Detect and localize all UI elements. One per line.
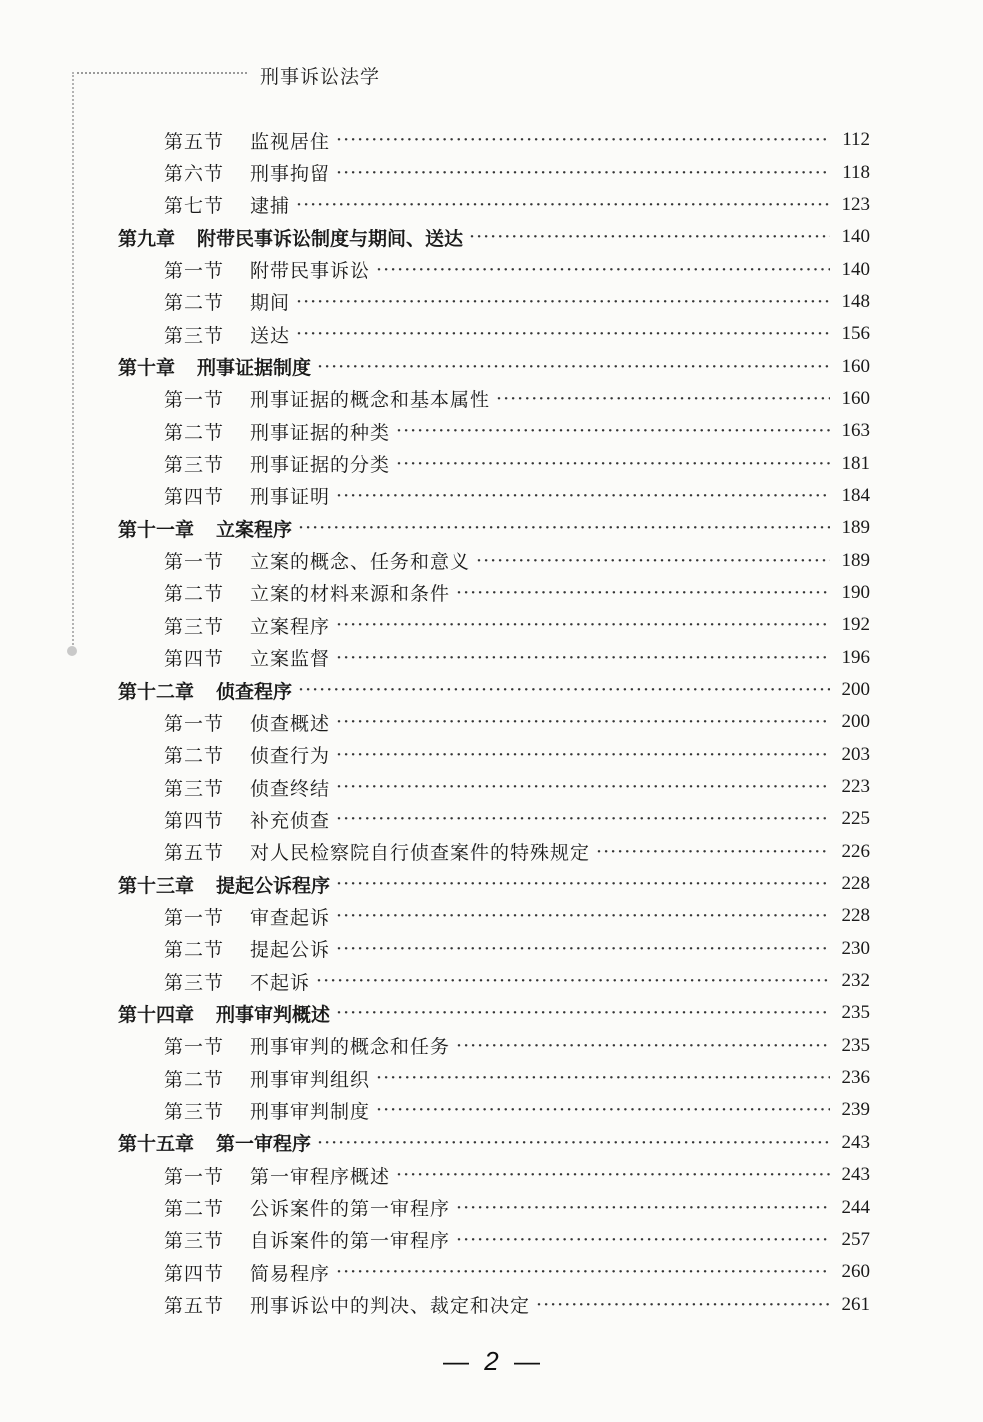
- toc-section-entry: [118, 544, 870, 576]
- toc-entry-page: 235: [841, 1034, 870, 1056]
- toc-entry-number: 第二节: [164, 292, 225, 315]
- toc-leader-dots: [336, 1002, 830, 1024]
- running-head-title: 刑事诉讼法学: [260, 66, 381, 88]
- toc-entry-page: 140: [841, 226, 870, 248]
- toc-entry-page: 160: [841, 355, 870, 377]
- toc-entry-page: 230: [841, 937, 870, 959]
- toc-leader-dots: [456, 1197, 830, 1219]
- toc-entry-number: 第三节: [164, 324, 225, 347]
- toc-entry-number: 第五节: [164, 130, 225, 153]
- toc-entry-number: 第五节: [164, 842, 225, 865]
- toc-entry-page: 123: [841, 193, 870, 215]
- toc-section-entry: [118, 609, 870, 641]
- toc-section-entry: [118, 286, 870, 318]
- toc-leader-dots: [316, 970, 830, 992]
- toc-entry-title: 第一审程序: [216, 1133, 312, 1156]
- toc-leader-dots: [336, 808, 830, 830]
- toc-entry-page: 226: [841, 840, 870, 862]
- toc-entry-page: 184: [841, 484, 870, 506]
- toc-entry-title: 附带民事诉讼制度与期间、送达: [197, 227, 464, 250]
- toc-leader-dots: [376, 1067, 830, 1089]
- toc-leader-dots: [336, 938, 830, 960]
- toc-leader-dots: [336, 744, 830, 766]
- toc-section-entry: [118, 803, 870, 835]
- toc-section-entry: [118, 1256, 870, 1288]
- toc-entry-page: 260: [841, 1261, 870, 1283]
- toc-entry-number: 第七节: [164, 195, 225, 218]
- toc-entry-title: 刑事证据的概念和基本属性: [250, 389, 491, 412]
- toc-chapter-entry: [118, 674, 870, 706]
- toc-entry-page: 200: [841, 679, 870, 701]
- toc-section-entry: [118, 1224, 870, 1256]
- toc-leader-dots: [336, 647, 830, 669]
- toc-entry-number: 第六节: [164, 163, 225, 186]
- toc-entry-page: 225: [841, 808, 870, 830]
- toc-leader-dots: [336, 776, 830, 798]
- toc-entry-title: 侦查程序: [216, 680, 293, 703]
- toc-entry-page: 228: [841, 905, 870, 927]
- toc-leader-dots: [336, 1261, 830, 1283]
- toc-leader-dots: [336, 873, 830, 895]
- toc-entry-title: 刑事证据的种类: [250, 421, 391, 444]
- toc-entry-number: 第三节: [164, 615, 225, 638]
- toc-entry-number: 第二节: [164, 583, 225, 606]
- toc-entry-number: 第二节: [164, 1198, 225, 1221]
- toc-entry-title: 刑事证据的分类: [250, 454, 391, 477]
- toc-section-entry: [118, 318, 870, 350]
- toc-section-entry: [118, 156, 870, 188]
- toc-entry-title: 立案程序: [250, 615, 331, 638]
- toc-leader-dots: [376, 259, 830, 281]
- toc-leader-dots: [298, 679, 830, 701]
- toc-section-entry: [118, 447, 870, 479]
- toc-entry-number: 第四节: [164, 648, 225, 671]
- toc-leader-dots: [296, 323, 830, 345]
- toc-entry-page: 203: [841, 743, 870, 765]
- toc-entry-number: 第三节: [164, 971, 225, 994]
- toc-entry-title: 不起诉: [250, 971, 311, 994]
- toc-section-entry: [118, 480, 870, 512]
- toc-entry-number: 第十三章: [118, 874, 195, 897]
- toc-entry-number: 第十五章: [118, 1133, 195, 1156]
- toc-entry-number: 第三节: [164, 1100, 225, 1123]
- toc-section-entry: [118, 1191, 870, 1223]
- toc-leader-dots: [396, 453, 830, 475]
- toc-entry-number: 第二节: [164, 1068, 225, 1091]
- toc-entry-title: 刑事诉讼中的判决、裁定和决定: [250, 1295, 531, 1318]
- toc-entry-number: 第三节: [164, 777, 225, 800]
- toc-entry-page: 257: [841, 1228, 870, 1250]
- toc-chapter-entry: [118, 868, 870, 900]
- toc-entry-title: 送达: [250, 324, 291, 347]
- toc-entry-title: 侦查行为: [250, 745, 331, 768]
- toc-entry-title: 立案的概念、任务和意义: [250, 551, 471, 574]
- toc-entry-number: 第三节: [164, 454, 225, 477]
- toc-entry-page: 228: [841, 873, 870, 895]
- toc-entry-title: 刑事审判制度: [250, 1100, 371, 1123]
- page-footer: [0, 1346, 983, 1377]
- toc-leader-dots: [456, 1229, 830, 1251]
- header-dotted-rule: [72, 72, 247, 74]
- toc-entry-title: 立案监督: [250, 648, 331, 671]
- toc-section-entry: [118, 706, 870, 738]
- toc-entry-number: 第一节: [164, 1165, 225, 1188]
- toc-section-entry: [118, 771, 870, 803]
- toc-chapter-entry: [118, 512, 870, 544]
- toc-leader-dots: [317, 1132, 830, 1154]
- toc-section-entry: [118, 642, 870, 674]
- margin-dotted-rule: [72, 72, 74, 652]
- toc-chapter-entry: [118, 221, 870, 253]
- toc-leader-dots: [336, 485, 830, 507]
- toc-entry-page: 140: [841, 258, 870, 280]
- toc-entry-number: 第一节: [164, 1036, 225, 1059]
- toc-leader-dots: [456, 582, 830, 604]
- toc-entry-title: 提起公诉: [250, 939, 331, 962]
- toc-entry-title: 附带民事诉讼: [250, 260, 371, 283]
- toc-leader-dots: [496, 388, 830, 410]
- toc-leader-dots: [296, 194, 830, 216]
- toc-entry-page: 160: [841, 387, 870, 409]
- toc-section-entry: [118, 1288, 870, 1320]
- footer-dash-right: —: [513, 1346, 540, 1376]
- toc-chapter-entry: [118, 997, 870, 1029]
- toc-section-entry: [118, 1030, 870, 1062]
- toc-section-entry: [118, 577, 870, 609]
- toc-entry-title: 刑事审判的概念和任务: [250, 1036, 451, 1059]
- toc-entry-title: 监视居住: [250, 130, 331, 153]
- toc-entry-title: 逮捕: [250, 195, 291, 218]
- toc-entry-number: 第十四章: [118, 1003, 195, 1026]
- toc-entry-page: 189: [841, 517, 870, 539]
- toc-leader-dots: [469, 226, 830, 248]
- toc-leader-dots: [336, 614, 830, 636]
- toc-entry-title: 刑事审判概述: [216, 1003, 331, 1026]
- toc-entry-page: 112: [842, 129, 870, 151]
- toc-entry-page: 243: [841, 1164, 870, 1186]
- toc-section-entry: [118, 900, 870, 932]
- toc-leader-dots: [596, 841, 830, 863]
- toc-entry-title: 自诉案件的第一审程序: [250, 1230, 451, 1253]
- toc-entry-number: 第二节: [164, 421, 225, 444]
- toc-entry-title: 审查起诉: [250, 906, 331, 929]
- toc-leader-dots: [296, 291, 830, 313]
- toc-entry-title: 刑事证据制度: [197, 357, 312, 380]
- toc-entry-title: 刑事拘留: [250, 163, 331, 186]
- toc-entry-page: 190: [841, 581, 870, 603]
- toc-entry-number: 第一节: [164, 260, 225, 283]
- toc-leader-dots: [476, 550, 830, 572]
- toc-leader-dots: [376, 1099, 830, 1121]
- toc-entry-title: 公诉案件的第一审程序: [250, 1198, 451, 1221]
- toc-chapter-entry: [118, 1127, 870, 1159]
- toc-entry-title: 第一审程序概述: [250, 1165, 391, 1188]
- page-number: 2: [484, 1346, 499, 1376]
- toc-entry-title: 立案程序: [216, 518, 293, 541]
- toc-entry-title: 侦查概述: [250, 712, 331, 735]
- toc-section-entry: [118, 1094, 870, 1126]
- toc-entry-page: 156: [841, 323, 870, 345]
- toc-section-entry: [118, 189, 870, 221]
- toc-entry-page: 223: [841, 776, 870, 798]
- toc-entry-page: 243: [841, 1131, 870, 1153]
- toc-section-entry: [118, 383, 870, 415]
- toc-entry-title: 补充侦查: [250, 809, 331, 832]
- toc-leader-dots: [336, 162, 830, 184]
- toc-entry-page: 235: [841, 1002, 870, 1024]
- toc-leader-dots: [396, 1164, 830, 1186]
- toc-chapter-entry: [118, 350, 870, 382]
- toc-entry-number: 第四节: [164, 1262, 225, 1285]
- toc-entry-number: 第四节: [164, 486, 225, 509]
- toc-section-entry: [118, 415, 870, 447]
- toc-entry-number: 第五节: [164, 1295, 225, 1318]
- toc-section-entry: [118, 739, 870, 771]
- toc-entry-page: 236: [841, 1067, 870, 1089]
- margin-dot: [67, 646, 77, 656]
- toc-entry-title: 立案的材料来源和条件: [250, 583, 451, 606]
- toc-entry-number: 第一节: [164, 906, 225, 929]
- toc-entry-page: 189: [841, 549, 870, 571]
- toc-entry-page: 200: [841, 711, 870, 733]
- toc-section-entry: [118, 933, 870, 965]
- toc-leader-dots: [536, 1294, 830, 1316]
- toc-section-entry: [118, 965, 870, 997]
- toc-entry-number: 第十一章: [118, 518, 195, 541]
- toc-entry-title: 刑事证明: [250, 486, 331, 509]
- toc-entry-title: 对人民检察院自行侦查案件的特殊规定: [250, 842, 591, 865]
- toc-entry-page: 261: [841, 1293, 870, 1315]
- toc-entry-page: 239: [841, 1099, 870, 1121]
- toc-section-entry: [118, 1062, 870, 1094]
- toc-leader-dots: [298, 517, 830, 539]
- toc-entry-number: 第一节: [164, 389, 225, 412]
- toc-entry-number: 第三节: [164, 1230, 225, 1253]
- toc-entry-page: 118: [842, 161, 870, 183]
- toc-entry-number: 第二节: [164, 939, 225, 962]
- table-of-contents: [118, 124, 870, 1321]
- toc-leader-dots: [317, 356, 830, 378]
- toc-entry-title: 刑事审判组织: [250, 1068, 371, 1091]
- toc-entry-number: 第十二章: [118, 680, 195, 703]
- toc-entry-page: 181: [841, 452, 870, 474]
- toc-entry-number: 第一节: [164, 712, 225, 735]
- toc-entry-title: 期间: [250, 292, 291, 315]
- toc-entry-number: 第一节: [164, 551, 225, 574]
- toc-entry-title: 侦查终结: [250, 777, 331, 800]
- toc-section-entry: [118, 836, 870, 868]
- footer-dash-left: —: [443, 1346, 470, 1376]
- toc-entry-page: 148: [841, 290, 870, 312]
- toc-entry-page: 163: [841, 420, 870, 442]
- toc-section-entry: [118, 1159, 870, 1191]
- toc-leader-dots: [336, 129, 830, 151]
- toc-leader-dots: [336, 905, 830, 927]
- toc-entry-number: 第二节: [164, 745, 225, 768]
- toc-leader-dots: [336, 711, 830, 733]
- toc-entry-title: 简易程序: [250, 1262, 331, 1285]
- toc-entry-page: 232: [841, 970, 870, 992]
- toc-leader-dots: [396, 420, 830, 442]
- toc-entry-number: 第十章: [118, 357, 176, 380]
- toc-entry-page: 244: [841, 1196, 870, 1218]
- toc-section-entry: [118, 253, 870, 285]
- toc-entry-number: 第九章: [118, 227, 176, 250]
- toc-entry-page: 192: [841, 614, 870, 636]
- toc-section-entry: [118, 124, 870, 156]
- toc-entry-title: 提起公诉程序: [216, 874, 331, 897]
- toc-entry-number: 第四节: [164, 809, 225, 832]
- toc-entry-page: 196: [841, 646, 870, 668]
- toc-leader-dots: [456, 1035, 830, 1057]
